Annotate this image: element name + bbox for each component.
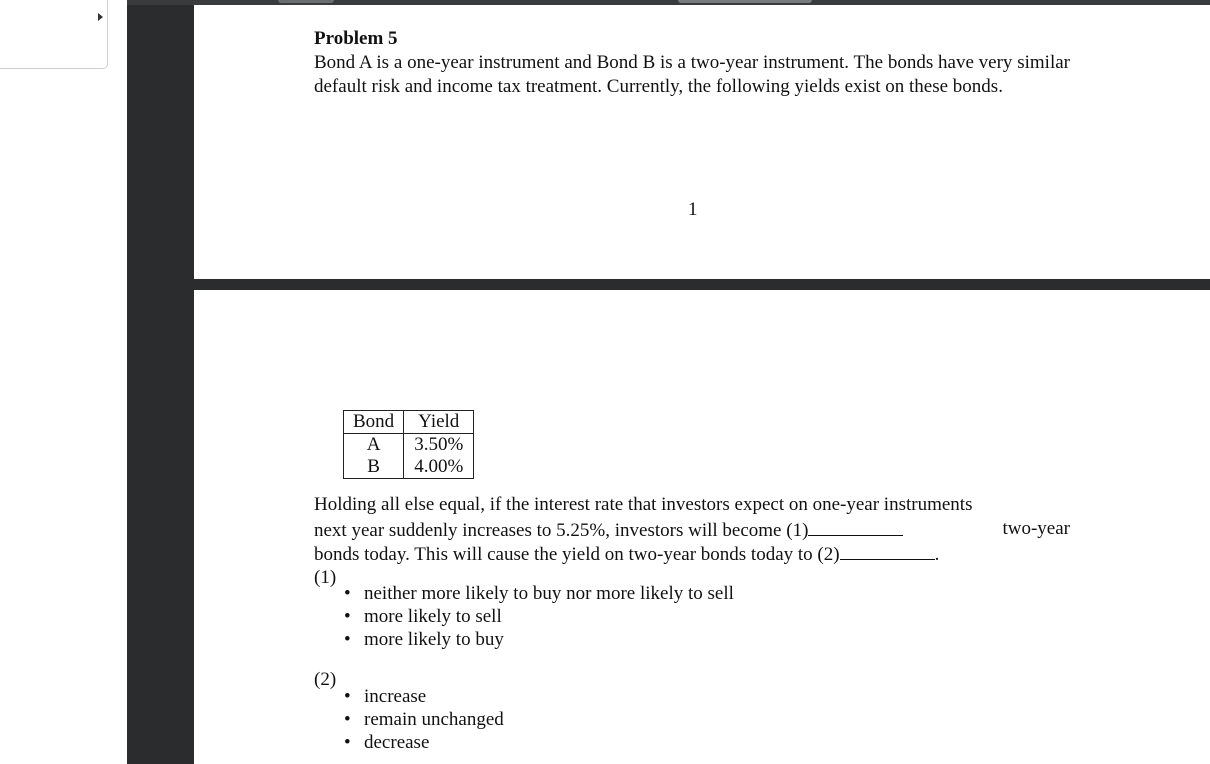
option-text: more likely to buy — [364, 629, 504, 650]
toolbar-tab[interactable] — [278, 0, 334, 3]
option-text: neither more likely to buy nor more likely to sell — [364, 583, 734, 604]
question-text: two-year — [1002, 518, 1070, 539]
table-row — [344, 434, 474, 457]
table-cell-yield: 3.50% — [404, 434, 474, 457]
question-text: bonds today. This will cause the yield on two-year bonds today to (2) — [314, 544, 840, 565]
expand-arrow-icon[interactable] — [98, 13, 103, 21]
blank-2 — [840, 541, 935, 560]
bullet-icon: • — [344, 629, 351, 650]
blank-1 — [808, 517, 903, 536]
option-text: increase — [364, 686, 427, 707]
part-1-option[interactable] — [344, 582, 734, 606]
table-cell-bond: A — [344, 434, 404, 457]
document-page-1 — [194, 5, 1210, 279]
option-text: remain unchanged — [364, 709, 504, 730]
question-text: next year suddenly increases to 5.25%, investors will become (1) — [314, 520, 809, 541]
toolbar-tab[interactable] — [678, 0, 812, 3]
table-row — [344, 456, 474, 479]
yield-table — [343, 410, 474, 479]
question-line: Holding all else equal, if the interest rate that investors expect on one-year instruments — [314, 494, 973, 515]
part-2-option[interactable] — [344, 731, 429, 755]
bullet-icon: • — [344, 709, 351, 730]
bullet-icon: • — [344, 686, 351, 707]
bullet-icon: • — [344, 583, 351, 604]
page-number: 1 — [688, 199, 698, 220]
problem-title: Problem 5 — [314, 28, 398, 49]
bullet-icon: • — [344, 606, 351, 627]
part-2-option[interactable] — [344, 708, 504, 732]
part-1-label: (1) — [314, 567, 337, 588]
question-text: . — [934, 544, 940, 565]
question-line — [314, 541, 1070, 567]
table-cell-bond: B — [344, 456, 404, 479]
question-line — [314, 517, 1070, 543]
sidebar-toggle[interactable] — [0, 0, 108, 69]
part-1-option[interactable] — [344, 628, 504, 652]
problem-description: Bond A is a one-year instrument and Bond B is a two-year instrument. The bonds have very similar default risk and income tax treatment. Currently, the following yields exist on these bonds. — [314, 52, 1070, 97]
left-panel — [0, 0, 127, 764]
table-header-row — [344, 411, 474, 434]
option-text: decrease — [364, 732, 430, 753]
part-2-label: (2) — [314, 669, 337, 690]
document-page-2 — [194, 290, 1210, 764]
option-text: more likely to sell — [364, 606, 502, 627]
bullet-icon: • — [344, 732, 351, 753]
part-2-option[interactable] — [344, 685, 426, 709]
part-1-option[interactable] — [344, 605, 502, 629]
table-cell-yield: 4.00% — [404, 456, 474, 479]
table-header-bond: Bond — [344, 411, 404, 434]
table-header-yield: Yield — [404, 411, 474, 434]
